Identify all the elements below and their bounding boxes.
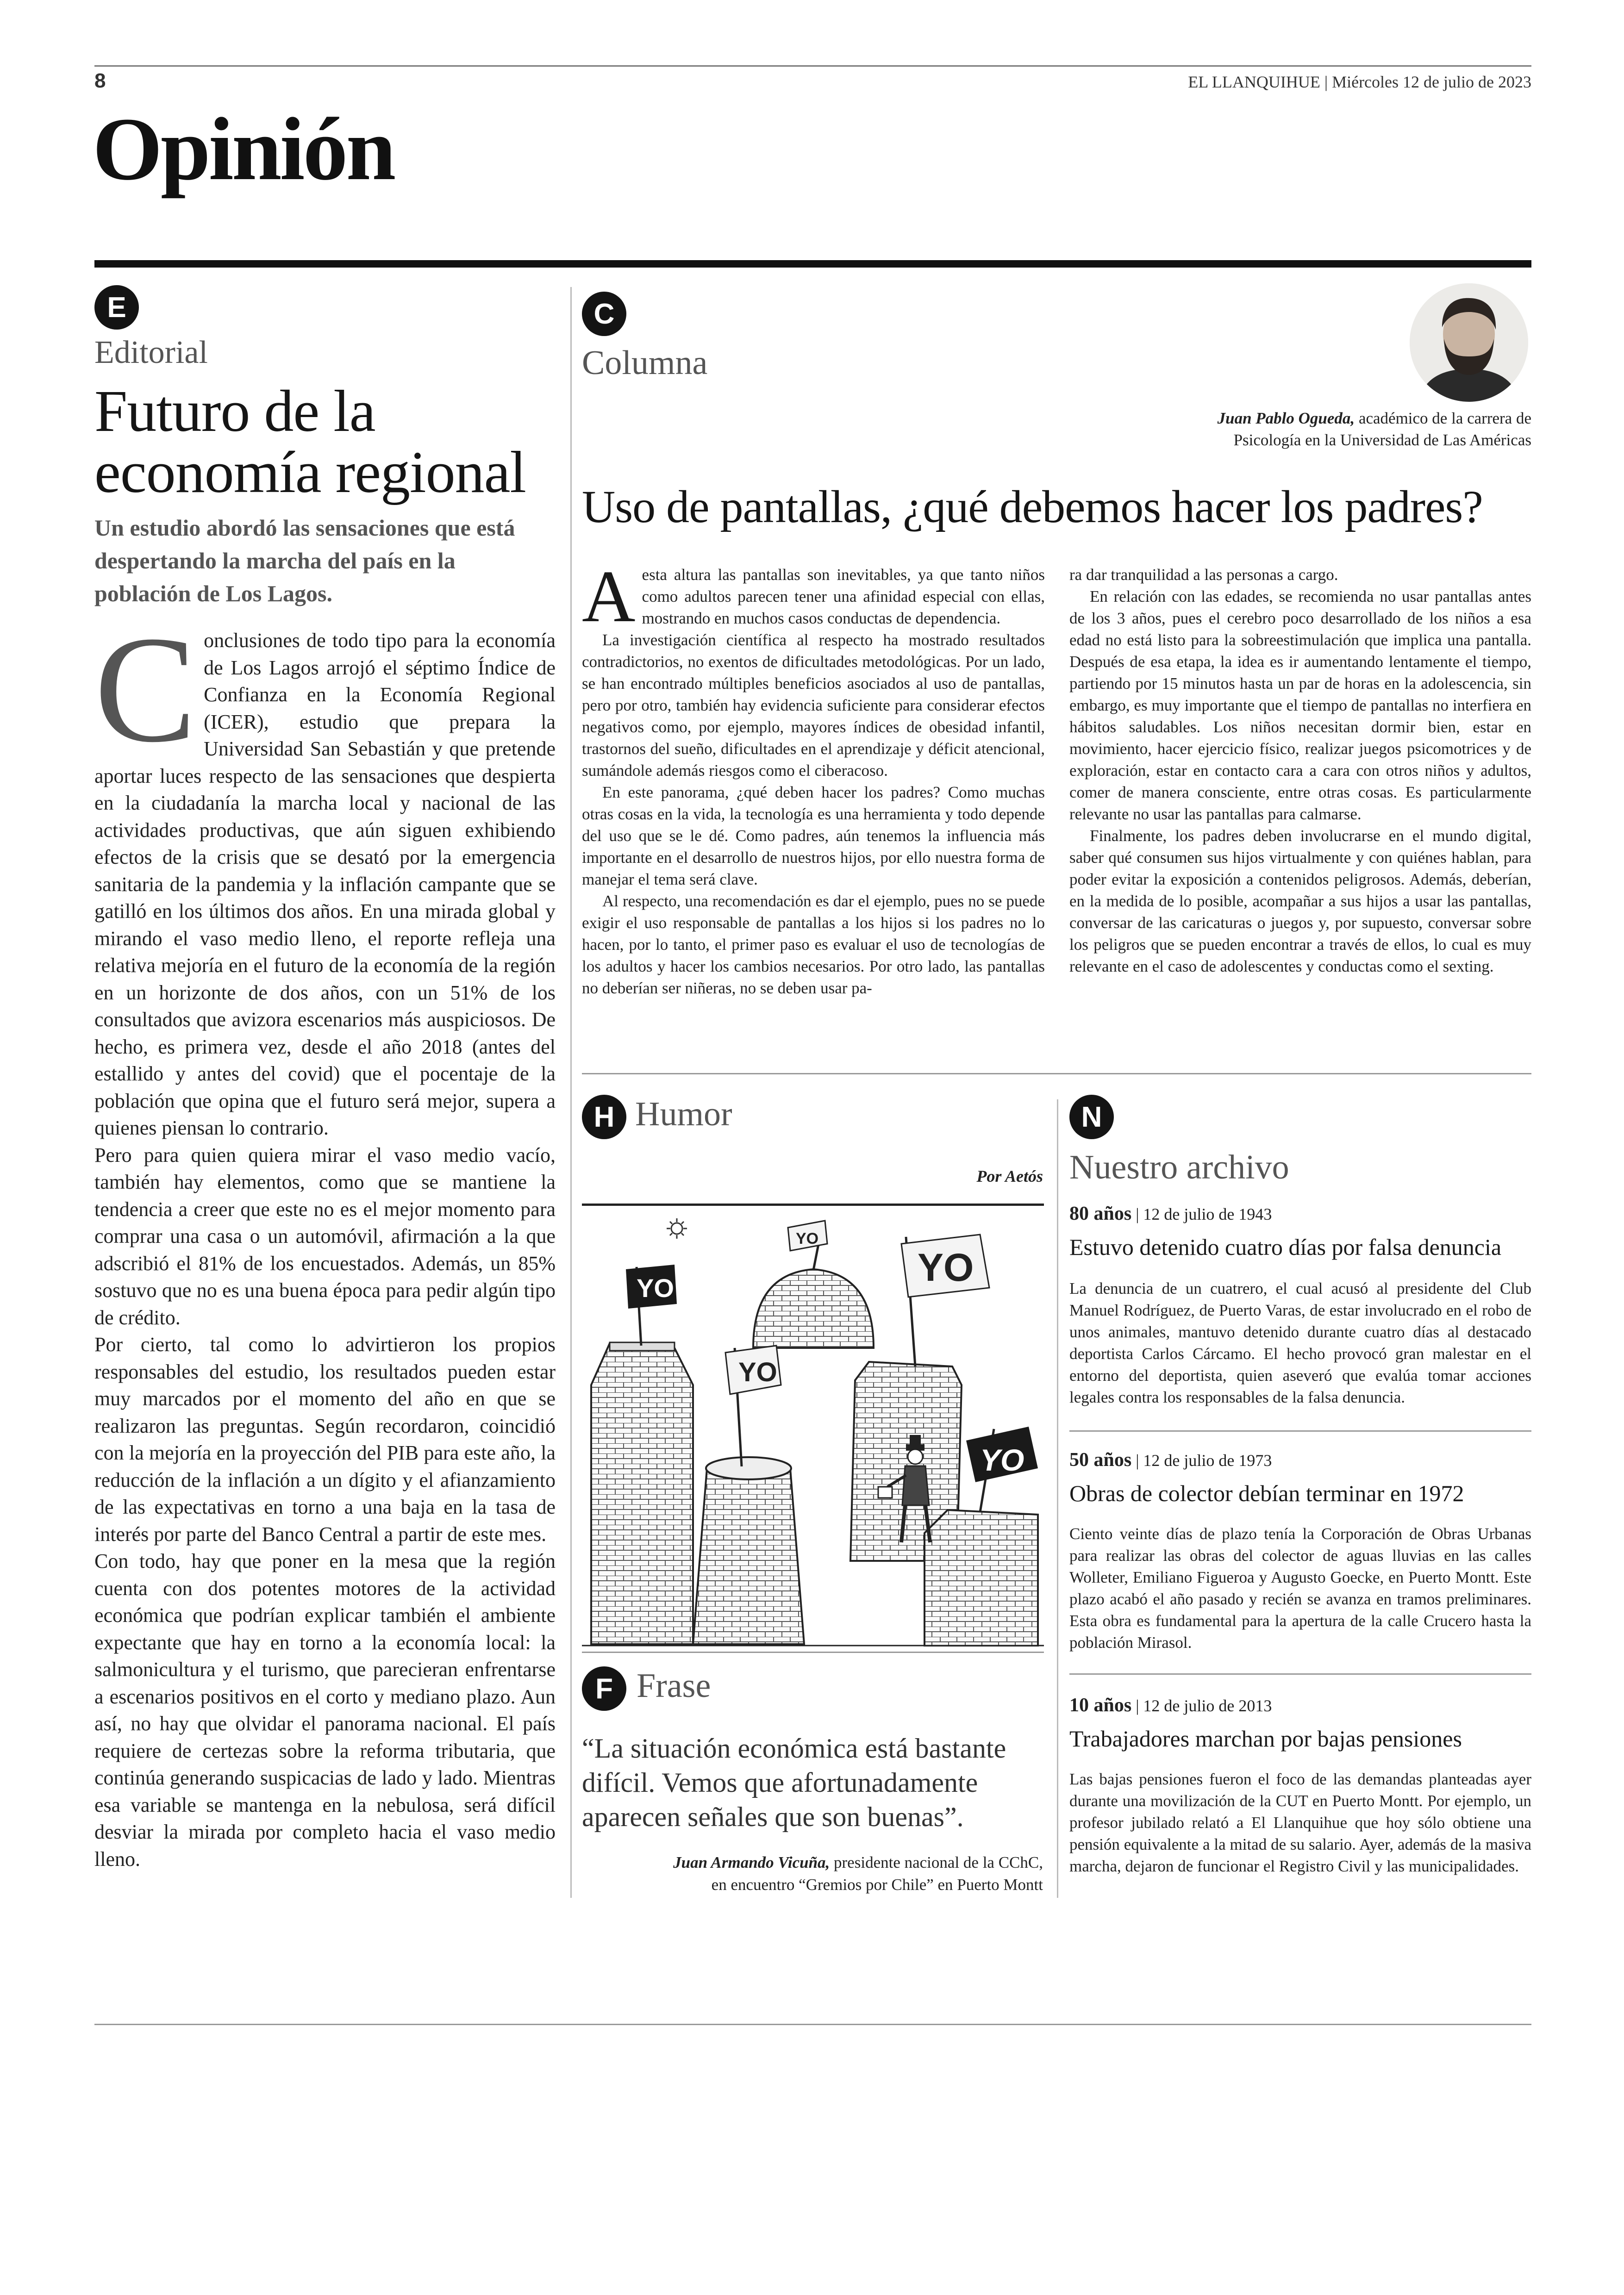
- footer-rule: [94, 2024, 1531, 2025]
- frase-badge: F: [582, 1666, 626, 1711]
- page-number: 8: [94, 69, 106, 92]
- archive-item-1-years: 80 años: [1069, 1203, 1132, 1224]
- column-author: [1115, 407, 1531, 451]
- column-paragraph-2: La investigación científica al respecto ha mostrado resultados contradictorios, no exentos de dificultades metodológicas. Por un lado, se han encontrado múltiples beneficios asociados al uso de pantallas, pero por otro, también hay evidencia suficiente para considerar efectos negativos como, por ejemplo, mayores índices de obesidad infantil, trastornos del sueño, dificultades en el aprendizaje y déficit atencional, sumándole además riesgos como el ciberacoso.: [582, 631, 1045, 780]
- column-label: Columna: [582, 344, 708, 382]
- column-paragraph-6: En relación con las edades, se recomienda no usar pantallas antes de los 3 años, pues el cerebro poco desarrollado de los niños a esa edad no está listo para la sobreestimulación que implica una pantalla. Después de esa etapa, la idea es ir aumentando lentamente el tiempo, partiendo por 15 minutos hasta un par de horas en la adolescencia, sin embargo, es muy importante que el tiempo de pantallas no interfiera en hábitos saludables. Los niños necesitan dormir bien, estar en movimiento, hacer ejercicio físico, realizar juegos psicomotrices y de exploración, estar en contacto cara a cara con otros niños y adultos, comer de manera consciente, entre otras cosas. Es particularmente relevante no usar las pantallas para calmarse.: [1069, 587, 1531, 823]
- archive-item-3-years: 10 años: [1069, 1695, 1132, 1716]
- frase-author-name: Juan Armando Vicuña,: [673, 1853, 830, 1871]
- masthead: [1188, 72, 1531, 92]
- editorial-body: [94, 605, 556, 1873]
- editorial-title: Futuro de la economía regional: [94, 378, 526, 505]
- author-photo: [1410, 283, 1528, 402]
- publication-name: EL LLANQUIHUE: [1188, 73, 1320, 91]
- editorial-paragraph-3: Por cierto, tal como lo advirtieron los propios responsables del estudio, los resultados pueden estar muy marcados por el momento del año en que se realizaron las preguntas. Según recordaron, coincidió con la mejoría en la proyección del PIB para este año, la reducción de la inflación a un dígito y el afianzamiento de las expectativas en torno a una baja en la tasa de interés por parte del Banco Central a partir de este mes.: [94, 1333, 556, 1546]
- flag-text-5: YO: [980, 1443, 1024, 1477]
- archive-item-1-text: La denuncia de un cuatrero, el cual acusó al presidente del Club Manuel Rodríguez, de Puerto Varas, de estar involucrado en el robo de unos animales, mantuvo detenido durante cuatro días al destacado deportista Carlos Cárcamo. El hecho provocó gran malestar en el entorno del deportista, quien aseveró que evalúa tomar acciones legales contra los responsables de la falsa denuncia.: [1069, 1279, 1531, 1406]
- archive-item-3-date: 12 de julio de 2013: [1143, 1696, 1272, 1715]
- archive-item-2-date: 12 de julio de 1973: [1143, 1451, 1272, 1470]
- archive-item-1-header: [1069, 1203, 1272, 1225]
- archive-item-1-date: 12 de julio de 1943: [1143, 1205, 1272, 1223]
- masthead-divider: |: [1324, 73, 1332, 91]
- humor-bottom-rule: [582, 1652, 1044, 1653]
- archive-item-3-header: [1069, 1694, 1272, 1716]
- flag-text-2: YO: [796, 1230, 819, 1247]
- editorial-drop-cap: C: [94, 605, 197, 774]
- column-paragraph-3: En este panorama, ¿qué deben hacer los padres? Como muchas otras cosas en la vida, la tecnología es una herramienta y todo depende del uso que se le dé. Como padres, aún tenemos la influencia más importante en el desarrollo de nuestros hijos, por ello nuestra forma de manejar el tema será clave.: [582, 783, 1045, 888]
- flag-text-3: YO: [738, 1357, 777, 1387]
- flag-text-1: YO: [637, 1273, 674, 1303]
- editorial-subtitle: Un estudio abordó las sensaciones que está despertando la marcha del país en la población de Los Lagos.: [94, 515, 515, 606]
- frase-author-role-2: en encuentro “Gremios por Chile” en Puerto Montt: [711, 1876, 1043, 1894]
- column-divider-right: [1057, 1099, 1058, 1898]
- column-author-name: Juan Pablo Ogueda,: [1217, 409, 1355, 427]
- humor-label: Humor: [635, 1095, 732, 1133]
- section-rule: [94, 260, 1531, 268]
- archive-item-2-header: [1069, 1449, 1272, 1471]
- archive-rule-2: [1069, 1673, 1531, 1675]
- archive-item-3-divider: |: [1136, 1696, 1143, 1715]
- editorial-label: Editorial: [94, 335, 208, 370]
- column-divider-left: [570, 287, 572, 1898]
- archive-item-1-title: Estuvo detenido cuatro días por falsa denuncia: [1069, 1234, 1502, 1260]
- author-portrait-icon: [1410, 283, 1528, 402]
- flag-text-4: YO: [918, 1246, 974, 1289]
- column-body-col1: [582, 555, 1045, 999]
- archive-item-2-title: Obras de colector debían terminar en 1972: [1069, 1480, 1464, 1506]
- archive-item-2-years: 50 años: [1069, 1449, 1132, 1471]
- archive-item-1-divider: |: [1136, 1205, 1143, 1223]
- archive-item-2-text: Ciento veinte días de plazo tenía la Corporación de Obras Urbanas para realizar las obras del colector de aguas lluvias en las calles Wolleter, Emiliano Figueroa y Augusto Goecke, en Puerto Montt. Este plazo acabó el año pasado y recién se avanza en tramos preliminares. Esta obra es fundamental para la apertura de la calle Crucero hasta la población Mirasol.: [1069, 1525, 1531, 1652]
- column-drop-cap: A: [582, 555, 636, 637]
- humor-badge: H: [582, 1095, 626, 1139]
- column-badge: C: [582, 292, 626, 336]
- humor-credit: Por Aetós: [976, 1167, 1043, 1185]
- column-paragraph-4: Al respecto, una recomendación es dar el ejemplo, pues no se puede exigir el uso responsable de pantallas a los hijos si los padres no lo hacen, por lo tanto, el primer paso es evaluar el uso de tecnologías de los adultos y hacer los cambios necesarios. Por otro lado, las pantallas no deberían ser niñeras, no se deben usar pa-: [582, 892, 1045, 997]
- section-title: Opinión: [93, 99, 394, 199]
- sun-icon: [667, 1218, 687, 1239]
- cartoon-drawing: [582, 1209, 1044, 1646]
- frase-author-role-1: presidente nacional de la CChC,: [834, 1853, 1043, 1871]
- archive-badge: N: [1069, 1095, 1114, 1139]
- archive-item-3-text: Las bajas pensiones fueron el foco de las demandas planteadas ayer durante una movilización de la CUT en Puerto Montt. Por ejemplo, un profesor jubilado relató a El Llanquihue que hoy sólo obtiene una pensión equivalente a la mitad de su salario. Ayer, además de la masiva marcha, dejaron de funcionar el Registro Civil y las municipalidades.: [1069, 1770, 1531, 1875]
- archive-rule-1: [1069, 1430, 1531, 1432]
- column-author-role-2: Psicología en la Universidad de Las Américas: [1233, 431, 1531, 449]
- frase-quote: “La situación económica está bastante difícil. Vemos que afortunadamente aparecen señales que son buenas”.: [582, 1733, 1006, 1832]
- editorial-paragraph-4: Con todo, hay que poner en la mesa que la región cuenta con dos potentes motores de la actividad económica que podrían explicar también el ambiente expectante que hay en torno a la economía local: la salmonicultura y el turismo, que parecieran enfrentarse a escenarios positivos en el corto y mediano plazo. Aun así, no hay que olvidar el panorama nacional. El país requiere de certezas sobre la reforma tributaria, que continúa generando suspicacias de lado y lado. Mientras esa variable se mantenga en la nebulosa, será difícil desviar la mirada por completo hacia el vaso medio lleno.: [94, 1550, 556, 1871]
- column-paragraph-5: ra dar tranquilidad a las personas a cargo.: [1069, 566, 1338, 584]
- top-rule: [94, 65, 1531, 67]
- column-paragraph-7: Finalmente, los padres deben involucrarse en el mundo digital, saber qué consumen sus hijos virtualmente y con quiénes hablan, para poder evitar la exposición a contenidos peligrosos. Además, deberían, en la medida de lo posible, acompañar a sus hijos a usar las pantallas, conversar de las caricaturas o juegos y, por supuesto, conversar sobre los peligros que se pueden encontrar a través de ellos, lo cual es muy relevante en el caso de adolescentes y conductas como el sexting.: [1069, 827, 1531, 975]
- cartoon-illustration: [582, 1209, 1044, 1646]
- archive-label: Nuestro archivo: [1069, 1148, 1289, 1186]
- column-body-col2: [1069, 564, 1531, 977]
- frase-author: [603, 1852, 1043, 1896]
- frase-label: Frase: [637, 1667, 711, 1705]
- archive-item-2-divider: |: [1136, 1451, 1143, 1470]
- editorial-badge: E: [94, 285, 139, 330]
- column-paragraph-1: esta altura las pantallas son inevitables, ya que tanto niños como adultos parecen tener una afinidad especial con ellas, mostrando en muchos casos conductas de dependencia.: [642, 566, 1045, 627]
- column-author-role-1: académico de la carrera de: [1358, 409, 1531, 427]
- issue-date: Miércoles 12 de julio de 2023: [1332, 73, 1531, 91]
- archive-item-3-title: Trabajadores marchan por bajas pensiones: [1069, 1726, 1462, 1752]
- column-title: Uso de pantallas, ¿qué debemos hacer los padres?: [582, 481, 1483, 532]
- editorial-paragraph-1: onclusiones de todo tipo para la economía de Los Lagos arrojó el séptimo Índice de Confianza en la Economía Regional (ICER), estudio que prepara la Universidad San Sebastián y que pretende aportar luces respecto de las sensaciones que despierta en la ciudadanía la marcha local y nacional de las actividades productivas, que aún siguen exhibiendo efectos de la crisis que se desató por la emergencia sanitaria de la pandemia y la inflación campante que se gatilló en los últimos dos años. En una mirada global y mirando el vaso medio lleno, el reporte refleja una relativa mejoría en el futuro de la economía de la región en un horizonte de dos años, con un 51% de los consultados que avizora escenarios más auspiciosos. De hecho, es primera vez, desde el año 2018 (antes del estallido y antes del covid) que el pocentaje de la población que opina que el futuro será mejor, supera a quienes piensan lo contrario.: [94, 629, 556, 1139]
- editorial-paragraph-2: Pero para quien quiera mirar el vaso medio vacío, también hay elementos, como que se mantiene la tendencia a creer que este no es el mejor momento para comprar una casa o un automóvil, afirmación a la que adscribió el 81% de los encuestados. Además, un 85% sostuvo que no es una buena época para pedir algún tipo de crédito.: [94, 1143, 556, 1329]
- column-bottom-rule: [582, 1073, 1531, 1074]
- cartoon-top-rule: [582, 1204, 1044, 1206]
